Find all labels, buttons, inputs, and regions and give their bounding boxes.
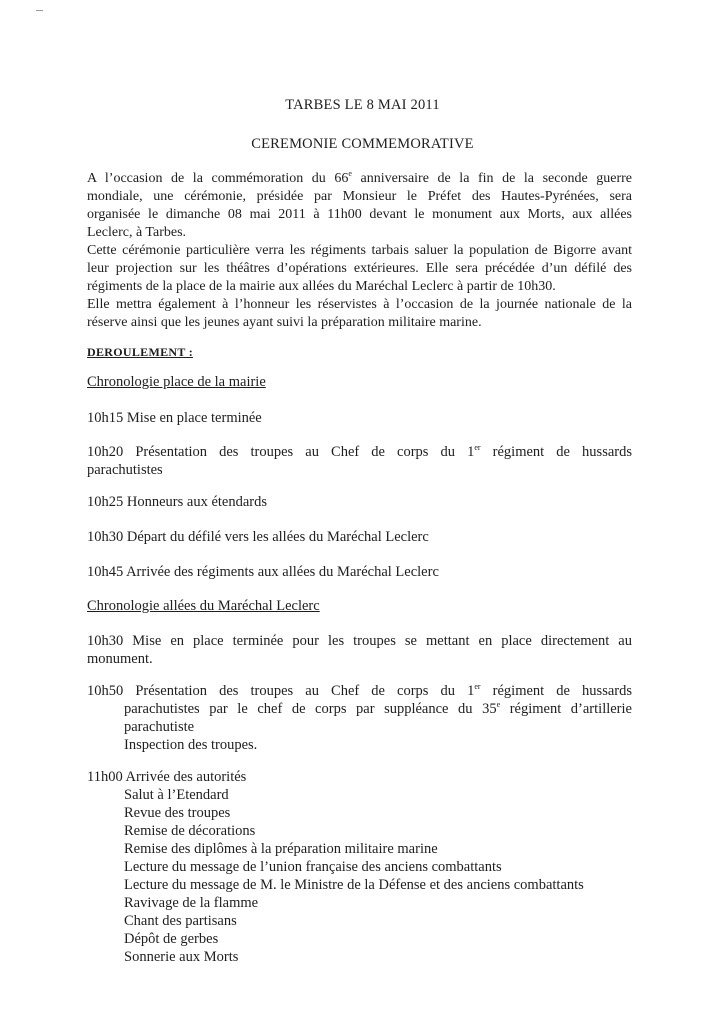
sub-item: Lecture du message de l’union française des anciens combattants: [124, 859, 502, 875]
schedule-item: 11h00 Arrivée des autorités Salut à l’Etendard Revue des troupes Remise de décorations Remise des diplômes à la préparation militaire marine Lecture du message de l’union française des anciens combattants Lecture du message de M. le Ministre de la Défense et des anciens combattants Ravivage de la flamme Chant des partisans Dépôt de gerbes Sonnerie aux Morts: [87, 768, 632, 966]
schedule-item: 10h45 Arrivée des régiments aux allées du Maréchal Leclerc: [87, 564, 439, 580]
intro-line: réserve ainsi que les jeunes ayant suivi la préparation militaire marine.: [87, 315, 482, 330]
ceremony-title: CEREMONIE COMMEMORATIVE: [251, 136, 474, 152]
sub-item: Remise des diplômes à la préparation militaire marine: [124, 841, 438, 857]
intro-line: A l’occasion de la commémoration du 66e anniversaire de la fin de la seconde guerre: [87, 169, 632, 186]
sub-item: Remise de décorations: [124, 823, 256, 839]
scan-mark: [36, 10, 43, 11]
schedule-item: 10h50 Présentation des troupes au Chef de corps du 1er régiment de hussards parachutistes par le chef de corps par suppléance du 35e régiment d’artillerie parachutiste Inspection des troupes.: [87, 682, 632, 753]
sub-item: Revue des troupes: [124, 805, 231, 821]
schedule-item: 10h30 Mise en place terminée pour les troupes se mettant en place directement au monument.: [87, 633, 632, 667]
intro-text: [87, 170, 632, 332]
schedule-item: 10h20 Présentation des troupes au Chef de corps du 1er régiment de hussards parachutistes: [87, 443, 632, 478]
schedule-item: 10h30 Départ du défilé vers les allées du Maréchal Leclerc: [87, 529, 429, 545]
intro-line: mondiale, une cérémonie, présidée par Monsieur le Préfet des Hautes-Pyrénées, sera: [87, 189, 632, 204]
intro-line: leur projection sur les théâtres d’opérations extérieures. Elle sera précédée d’un défilé des: [87, 261, 632, 276]
sub-item: Chant des partisans: [124, 913, 237, 929]
section-title-leclerc: Chronologie allées du Maréchal Leclerc: [87, 598, 320, 614]
intro-line: Cette cérémonie particulière verra les régiments tarbais saluer la population de Bigorre avant: [87, 243, 632, 258]
document-date-title: TARBES LE 8 MAI 2011: [285, 97, 440, 113]
intro-line: Elle mettra également à l’honneur les réservistes à l’occasion de la journée nationale de la: [87, 297, 632, 312]
schedule-item: 10h15 Mise en place terminée: [87, 410, 262, 426]
intro-line: régiments de la place de la mairie aux allées du Maréchal Leclerc à partir de 10h30.: [87, 279, 556, 294]
intro-line: organisée le dimanche 08 mai 2011 à 11h00 devant le monument aux Morts, aux allées: [87, 207, 632, 222]
sub-item: Dépôt de gerbes: [124, 931, 219, 947]
sub-item: Ravivage de la flamme: [124, 895, 259, 911]
intro-line: Leclerc, à Tarbes.: [87, 225, 187, 240]
sub-item: Lecture du message de M. le Ministre de la Défense et des anciens combattants: [124, 877, 584, 893]
sub-item: Sonnerie aux Morts: [124, 949, 239, 965]
sub-item: Salut à l’Etendard: [124, 787, 229, 803]
schedule-item: 10h25 Honneurs aux étendards: [87, 494, 267, 510]
deroulement-heading: DEROULEMENT :: [87, 345, 194, 359]
section-title-mairie: Chronologie place de la mairie: [87, 374, 266, 390]
